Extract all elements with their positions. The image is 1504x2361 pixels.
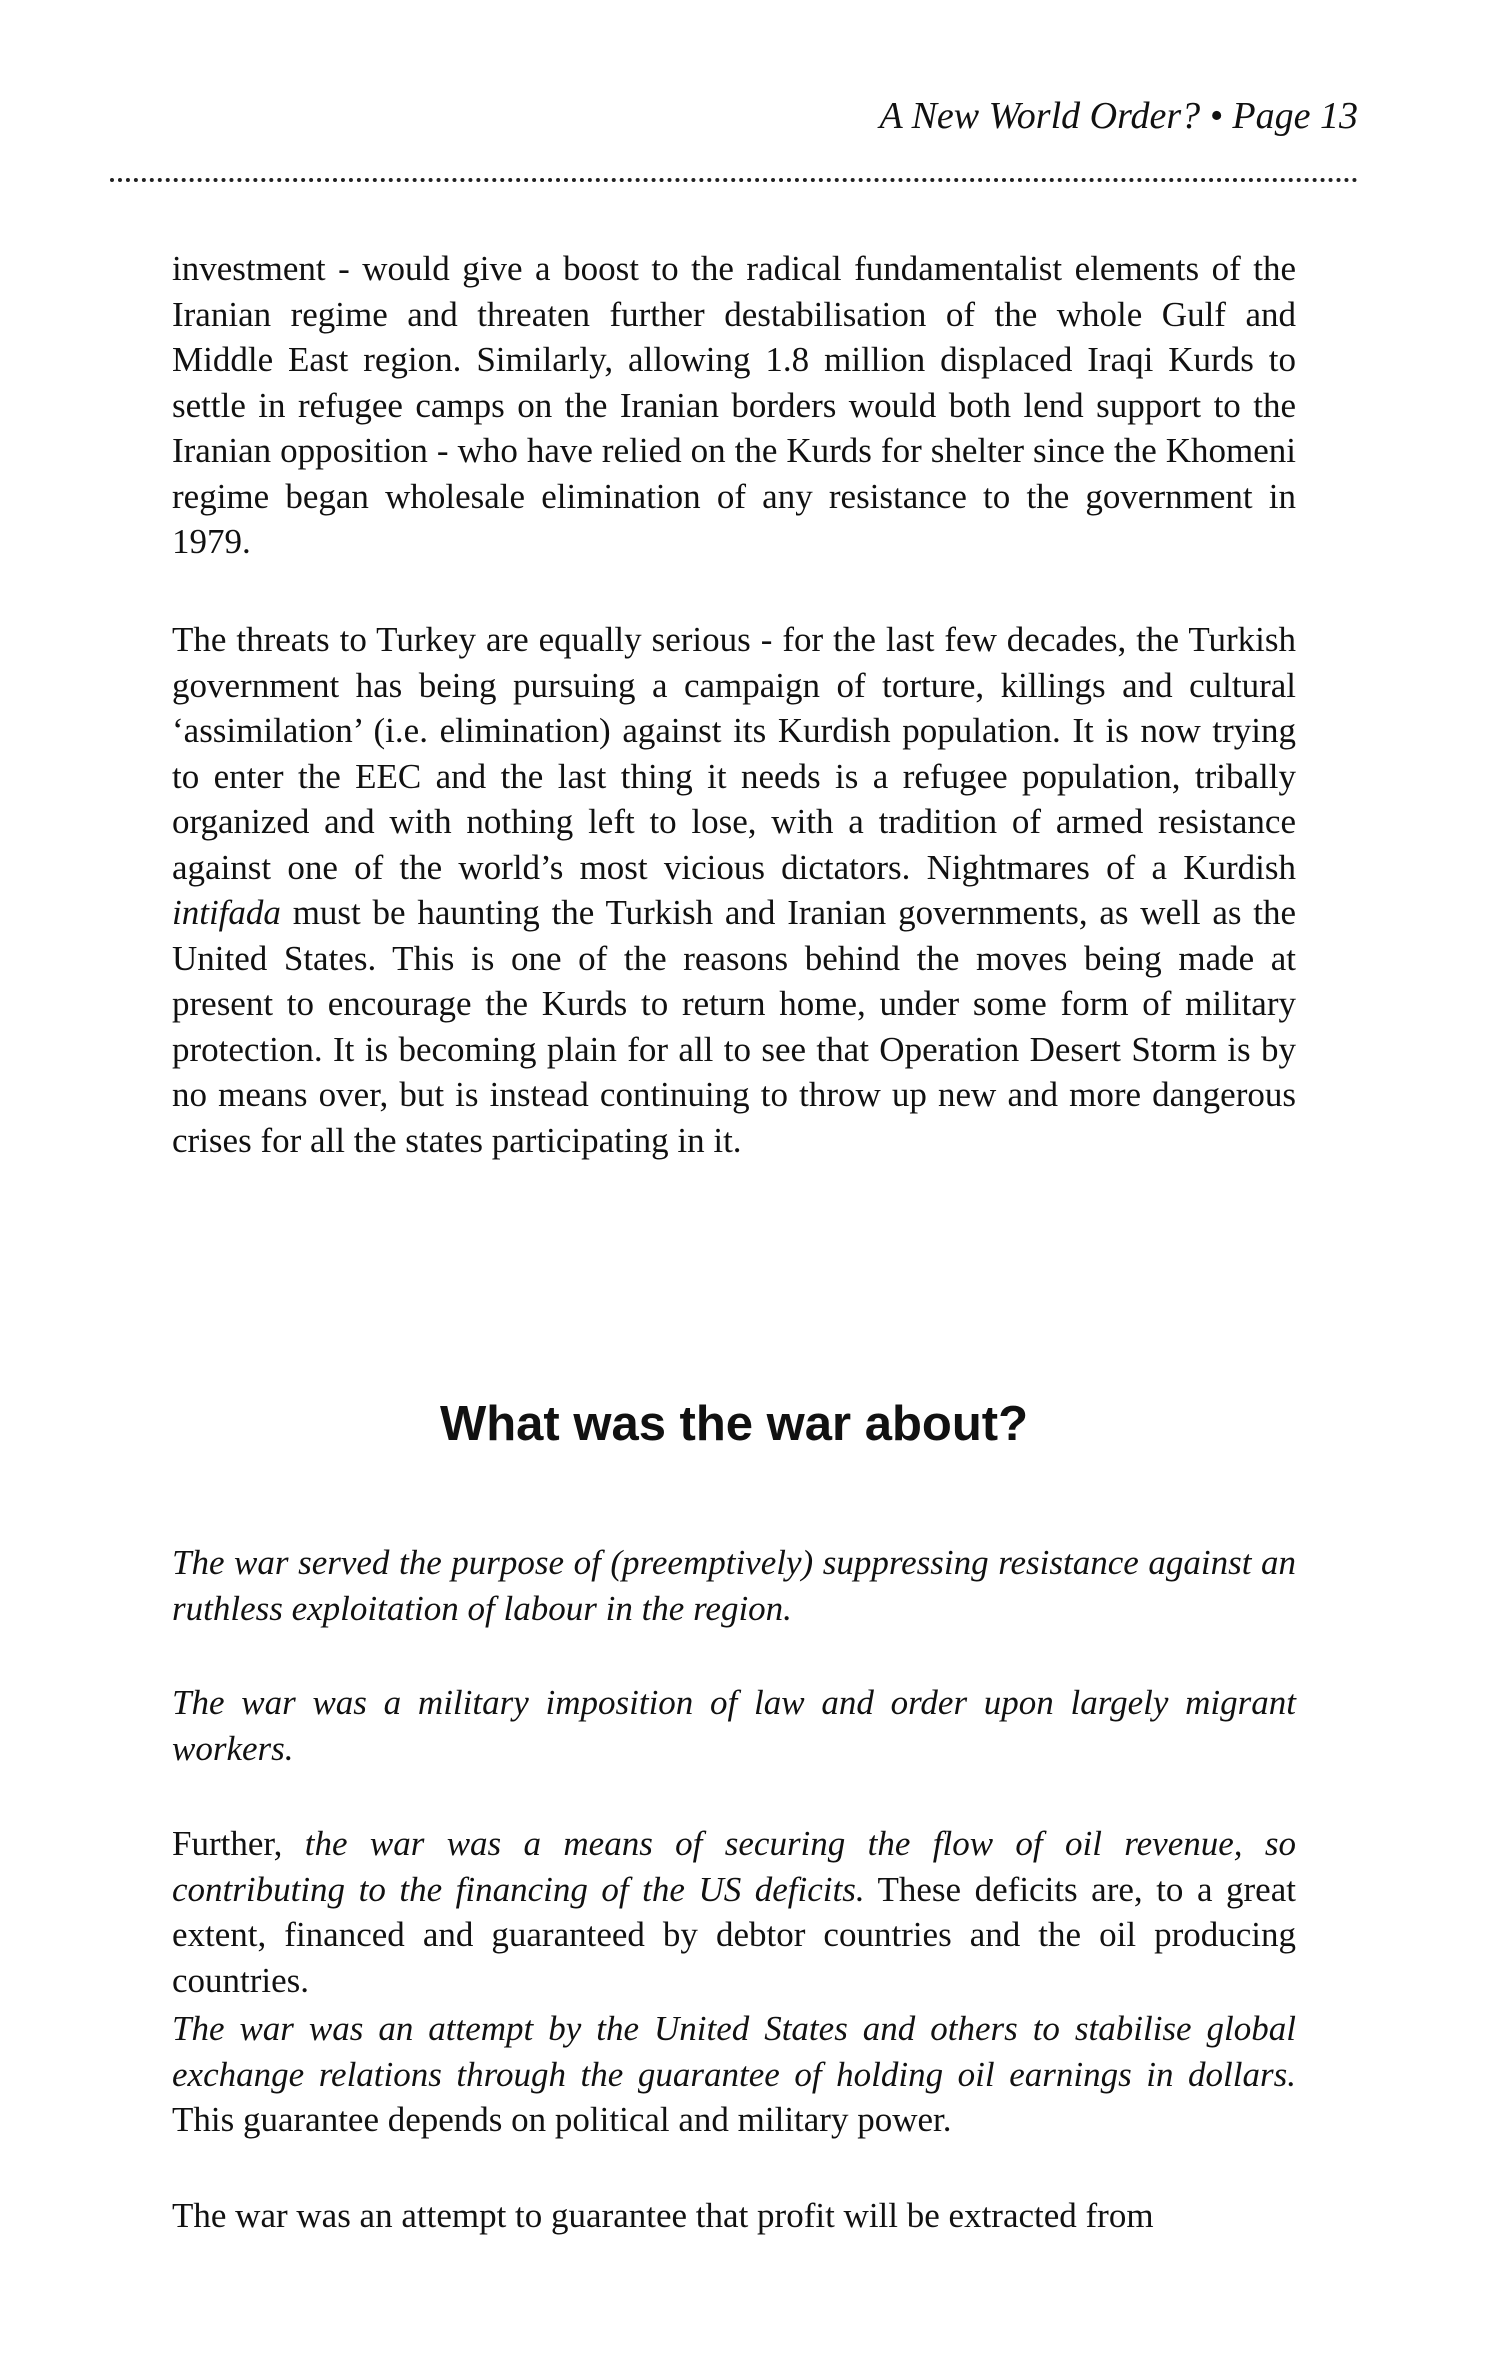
paragraph-text: must be haunting the Turkish and Iranian governments, as well as the United States. This is one of the reasons behind the moves being made at present to encourage the Kurds to return home, under some form of military protection. It is becoming plain for all to see that Operation Desert Storm is by no means over, but is instead continuing to throw up new and more dangerous crises for all the states participating in it. xyxy=(172,893,1297,1160)
running-header: A New World Order? • Page 13 xyxy=(879,95,1358,137)
paragraph-oil-revenue xyxy=(172,1821,1296,2003)
paragraph-iran-destabilisation: investment - would give a boost to the radical fundamentalist elements of the Iranian regime and threaten further destabilisation of the whole Gulf and Middle East region. Similarly, allowing 1.8 million displaced Iraqi Kurds to settle in refugee camps on the Iranian borders would both lend support to the Iranian opposition - who have relied on the Kurds for shelter since the Khomeni regime began wholesale elimination of any resistance to the government in 1979. xyxy=(172,249,1296,561)
dotted-divider xyxy=(110,178,1358,182)
paragraph-profit-extraction: The war was an attempt to guarantee that profit will be extracted from xyxy=(172,2196,1154,2235)
emphasis-exchange-relations: The war was an attempt by the United States and others to stabilise global exchange relations through the guarantee of holding oil earnings in dollars. xyxy=(172,2009,1296,2094)
paragraph-suppressing-resistance: The war served the purpose of (preemptively) suppressing resistance against an ruthless exploitation of labour in the region. xyxy=(172,1543,1296,1628)
paragraph-law-and-order: The war was a military imposition of law and order upon largely migrant workers. xyxy=(172,1683,1296,1768)
paragraph-turkey-threats xyxy=(172,617,1296,1163)
paragraph-text: Further, xyxy=(172,1824,283,1863)
paragraph-text: This guarantee depends on political and military power. xyxy=(172,2100,952,2139)
paragraph-text: The threats to Turkey are equally serious - for the last few decades, the Turkish government has being pursuing a campaign of torture, killings and cultural ‘assimilation’ (i.e. elimination) against its Kurdish population. It is now trying to enter the EEC and the last thing it needs is a refugee population, tribally organized and with nothing left to lose, with a tradition of armed resistance against one of the world’s most vicious dictators. Nightmares of a Kurdish xyxy=(172,620,1296,887)
paragraph-text: These deficits are, to a great extent, financed and guaranteed by debtor countries and the oil producing countries. xyxy=(172,1869,1296,2000)
paragraph-exchange-relations xyxy=(172,2006,1296,2143)
section-heading: What was the war about? xyxy=(439,1397,1029,1451)
emphasis-intifada: intifada xyxy=(172,893,281,932)
emphasis-oil-revenue: the war was a means of securing the flow of oil revenue, so contributing to the financing of the US deficits. xyxy=(172,1824,1296,1909)
